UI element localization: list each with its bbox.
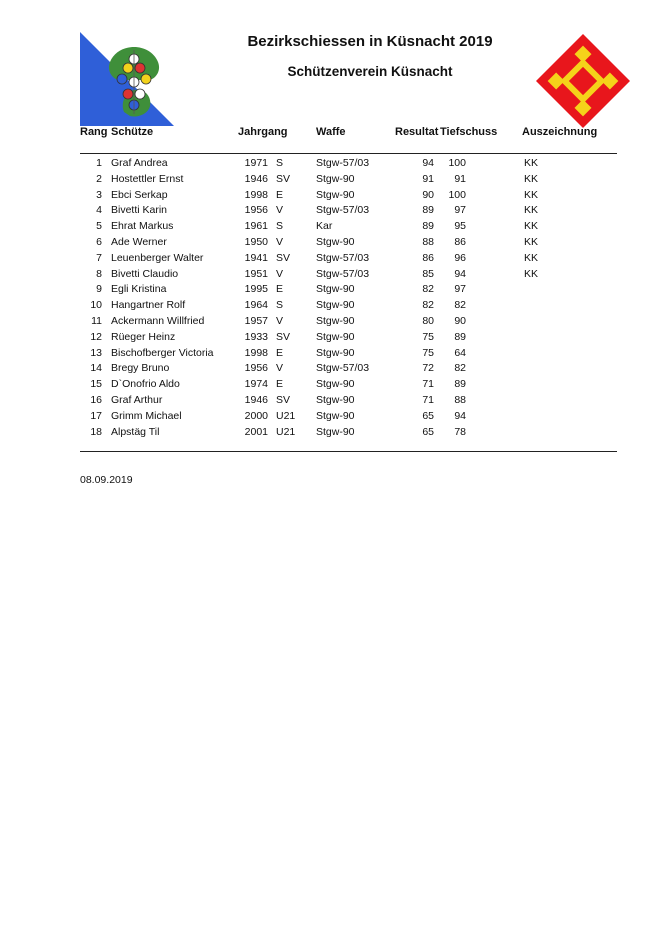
category-cell: U21 [276,409,296,422]
column-header-rang: Rang [80,126,108,138]
birth-year-cell: 1998 [244,346,268,359]
shooter-name-cell: Grimm Michael [111,409,182,422]
birth-year-cell: 1995 [244,283,268,296]
category-cell: V [276,267,284,280]
shooter-name-cell: Ade Werner [111,235,167,248]
shooter-name-cell: Rüeger Heinz [111,330,176,343]
weapon-cell: Stgw-90 [316,330,355,343]
result-cell: 82 [422,283,434,296]
birth-year-cell: 1946 [244,393,268,406]
result-cell: 91 [422,172,434,185]
weapon-cell: Stgw-90 [316,314,355,327]
table-row [0,425,664,441]
deep-shot-cell: 90 [454,314,466,327]
category-cell: V [276,362,284,375]
rank-cell: 15 [90,378,102,391]
deep-shot-cell: 82 [454,299,466,312]
shooter-name-cell: Bregy Bruno [111,362,170,375]
result-cell: 82 [422,299,434,312]
birth-year-cell: 1964 [244,299,268,312]
birth-year-cell: 1957 [244,314,268,327]
award-cell: KK [524,172,539,185]
category-cell: E [276,188,284,201]
column-header-tiefschuss: Tiefschuss [440,126,498,138]
category-cell: U21 [276,425,296,438]
shooter-name-cell: Ehrat Markus [111,220,174,233]
shooter-name-cell: Graf Andrea [111,157,168,169]
rank-cell: 3 [96,188,102,201]
category-cell: E [276,346,284,359]
rank-cell: 12 [90,330,102,343]
rank-cell: 5 [96,220,102,233]
birth-year-cell: 1951 [244,267,268,280]
result-cell: 94 [422,157,434,169]
birth-year-cell: 1971 [244,157,268,169]
shooter-name-cell: D`Onofrio Aldo [111,378,180,391]
page-title: Bezirkschiessen in Küsnacht 2019 [247,33,493,50]
table-row [0,188,664,204]
birth-year-cell: 1941 [244,251,268,264]
table-row [0,361,664,377]
table-top-divider [80,153,617,154]
rank-cell: 2 [96,172,102,185]
page-subtitle: Schützenverein Küsnacht [287,64,453,79]
deep-shot-cell: 64 [454,346,466,359]
birth-year-cell: 1956 [244,204,268,217]
table-row [0,172,664,188]
award-cell: KK [524,204,539,217]
category-cell: SV [276,251,291,264]
rank-cell: 8 [96,267,102,280]
table-row [0,314,664,330]
category-cell: S [276,157,284,169]
deep-shot-cell: 89 [454,378,466,391]
result-cell: 65 [422,425,434,438]
ranking-table [0,156,664,440]
document-date: 08.09.2019 [80,474,133,486]
award-cell: KK [524,251,539,264]
result-cell: 71 [422,393,434,406]
rank-cell: 14 [90,362,102,375]
birth-year-cell: 2001 [244,425,268,438]
table-row [0,219,664,235]
table-row [0,298,664,314]
deep-shot-cell: 100 [448,157,466,169]
column-header-jahrgang: Jahrgang [238,126,288,138]
category-cell: V [276,314,284,327]
weapon-cell: Kar [316,220,333,233]
weapon-cell: Stgw-90 [316,235,355,248]
deep-shot-cell: 88 [454,393,466,406]
column-header-resultat: Resultat [395,126,439,138]
rank-cell: 17 [90,409,102,422]
birth-year-cell: 1998 [244,188,268,201]
result-cell: 89 [422,204,434,217]
award-cell: KK [524,267,539,280]
result-cell: 72 [422,362,434,375]
column-header-waffe: Waffe [316,126,346,138]
table-row [0,203,664,219]
award-cell: KK [524,157,539,169]
award-cell: KK [524,235,539,248]
result-cell: 75 [422,330,434,343]
weapon-cell: Stgw-90 [316,393,355,406]
award-cell: KK [524,188,539,201]
deep-shot-cell: 82 [454,362,466,375]
deep-shot-cell: 97 [454,204,466,217]
column-header-auszeichnung: Auszeichnung [522,126,598,138]
category-cell: E [276,283,284,296]
weapon-cell: Stgw-57/03 [316,362,370,375]
shooter-name-cell: Graf Arthur [111,393,163,406]
table-row [0,409,664,425]
table-bottom-divider [80,451,617,452]
category-cell: S [276,299,284,312]
rank-cell: 10 [90,299,102,312]
weapon-cell: Stgw-90 [316,425,355,438]
table-row [0,330,664,346]
result-cell: 89 [422,220,434,233]
deep-shot-cell: 94 [454,267,466,280]
rank-cell: 13 [90,346,102,359]
column-header-schuetze: Schütze [111,126,154,138]
weapon-cell: Stgw-90 [316,409,355,422]
table-row [0,156,664,172]
deep-shot-cell: 86 [454,235,466,248]
rank-cell: 6 [96,235,102,248]
category-cell: SV [276,172,291,185]
table-row [0,235,664,251]
category-cell: S [276,220,284,233]
rank-cell: 18 [90,425,102,438]
shooter-name-cell: Leuenberger Walter [111,251,204,264]
weapon-cell: Stgw-90 [316,299,355,312]
rank-cell: 16 [90,393,102,406]
birth-year-cell: 1950 [244,235,268,248]
shooter-name-cell: Alpstäg Til [111,425,160,438]
award-cell: KK [524,220,539,233]
shooter-name-cell: Ebci Serkap [111,188,168,201]
table-row [0,393,664,409]
rank-cell: 11 [91,314,102,327]
shooter-name-cell: Egli Kristina [111,283,167,296]
deep-shot-cell: 78 [454,425,466,438]
category-cell: E [276,378,284,391]
birth-year-cell: 1933 [244,330,268,343]
shooter-name-cell: Hangartner Rolf [111,299,186,312]
table-row [0,267,664,283]
deep-shot-cell: 91 [454,172,466,185]
weapon-cell: Stgw-90 [316,188,355,201]
category-cell: SV [276,330,291,343]
rank-cell: 4 [96,204,102,217]
birth-year-cell: 2000 [244,409,268,422]
rank-cell: 1 [96,157,102,169]
deep-shot-cell: 95 [454,220,466,233]
shooter-name-cell: Ackermann Willfried [111,314,205,327]
rank-cell: 9 [96,283,102,296]
kuesnacht-coat-of-arms-icon [536,34,630,128]
result-cell: 71 [422,378,434,391]
weapon-cell: Stgw-57/03 [316,157,370,169]
birth-year-cell: 1961 [244,220,268,233]
table-row [0,251,664,267]
result-cell: 75 [422,346,434,359]
weapon-cell: Stgw-90 [316,346,355,359]
shooter-name-cell: Hostettler Ernst [111,172,184,185]
rank-cell: 7 [96,251,102,264]
birth-year-cell: 1974 [244,378,268,391]
table-row [0,377,664,393]
result-cell: 80 [422,314,434,327]
table-row [0,282,664,298]
category-cell: SV [276,393,291,406]
deep-shot-cell: 97 [454,283,466,296]
weapon-cell: Stgw-57/03 [316,251,370,264]
shooter-name-cell: Bischofberger Victoria [111,346,214,359]
deep-shot-cell: 100 [448,188,466,201]
result-cell: 88 [422,235,434,248]
weapon-cell: Stgw-57/03 [316,267,370,280]
weapon-cell: Stgw-90 [316,172,355,185]
category-cell: V [276,204,284,217]
shooter-name-cell: Bivetti Karin [111,204,168,217]
weapon-cell: Stgw-57/03 [316,204,370,217]
category-cell: V [276,235,284,248]
weapon-cell: Stgw-90 [316,378,355,391]
shooter-name-cell: Bivetti Claudio [111,267,179,280]
bezirk-coat-of-arms-icon [80,32,174,126]
deep-shot-cell: 89 [454,330,466,343]
result-cell: 65 [422,409,434,422]
birth-year-cell: 1956 [244,362,268,375]
result-cell: 86 [422,251,434,264]
weapon-cell: Stgw-90 [316,283,355,296]
birth-year-cell: 1946 [244,172,268,185]
table-row [0,346,664,362]
result-cell: 85 [422,267,434,280]
result-cell: 90 [422,188,434,201]
deep-shot-cell: 96 [454,251,466,264]
deep-shot-cell: 94 [454,409,466,422]
